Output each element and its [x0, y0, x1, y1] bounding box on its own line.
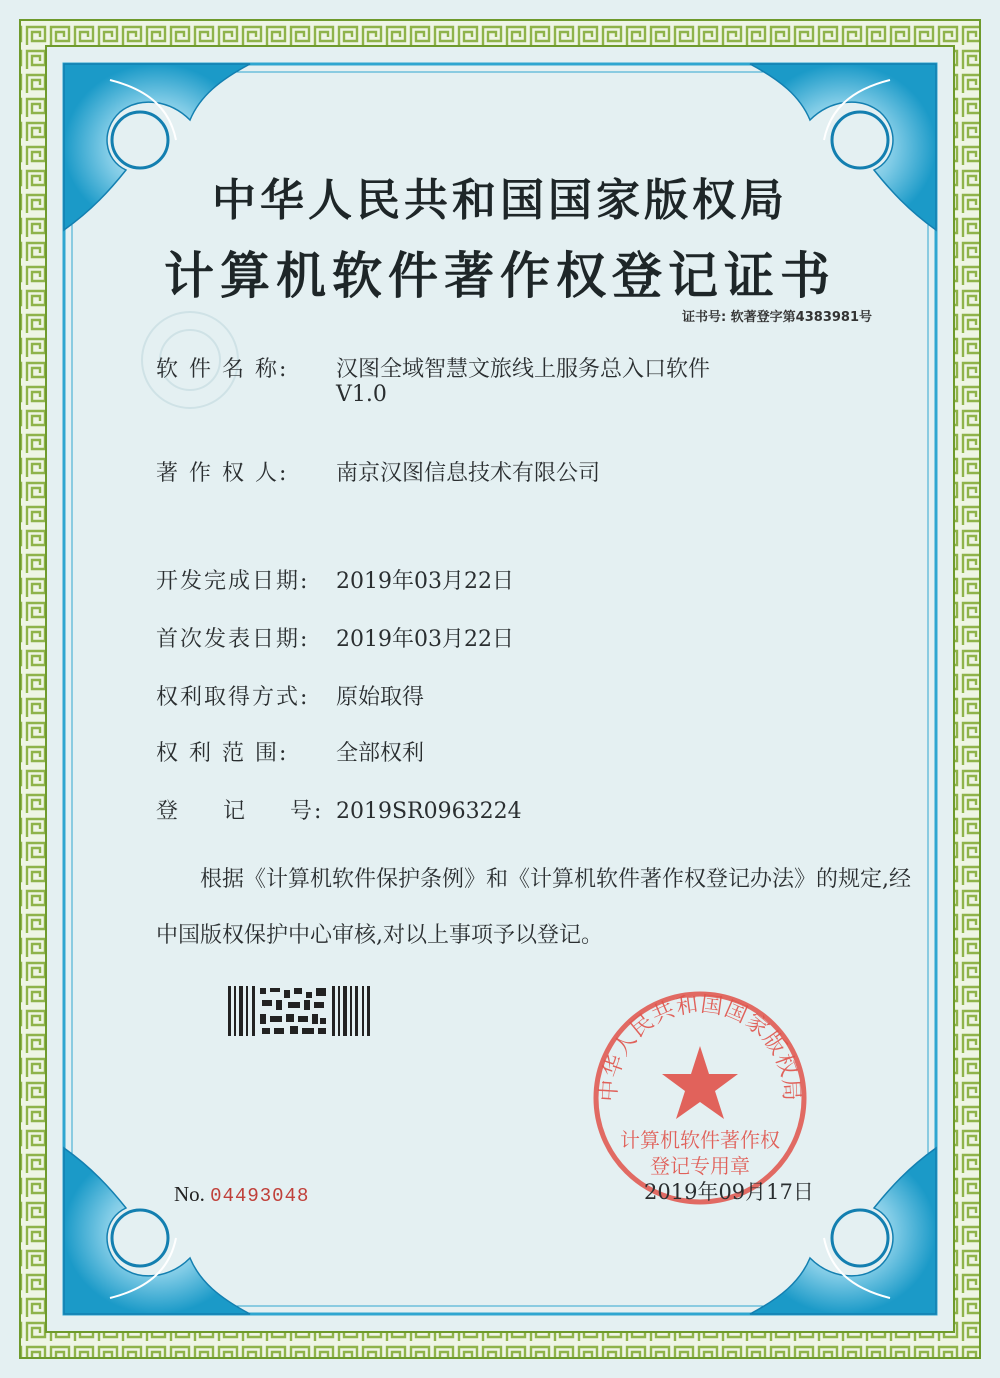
publish-date-label: 首次发表日期: [156, 627, 310, 652]
completion-date-value: 2019年03月22日 [336, 569, 514, 594]
software-name-row [156, 352, 710, 383]
registration-number-label: 登 记 号: [156, 799, 324, 824]
corner-ornament-bottom-left [64, 1148, 250, 1314]
owner-value: 南京汉图信息技术有限公司 [336, 461, 601, 486]
certificate-title: 计算机软件著作权登记证书 [164, 246, 836, 305]
barcode [228, 986, 370, 1036]
seal-center-line2: 登记专用章 [650, 1154, 750, 1178]
acquire-method-value: 原始取得 [336, 685, 425, 710]
acquire-method-label: 权利取得方式: [156, 685, 310, 710]
completion-date-label: 开发完成日期: [156, 569, 310, 594]
serial-number-value: 04493048 [210, 1185, 310, 1207]
serial-number [174, 1182, 309, 1207]
seal-center-line1: 计算机软件著作权 [620, 1128, 780, 1152]
software-name-label: 软 件 名 称: [156, 357, 289, 382]
scope-label: 权 利 范 围: [156, 741, 289, 766]
issue-date: 2019年09月17日 [644, 1180, 814, 1204]
software-version: V1.0 [336, 382, 387, 407]
completion-date-row [156, 564, 514, 595]
owner-label: 著 作 权 人: [156, 461, 289, 486]
registration-number-row [156, 794, 522, 825]
certificate-number: 证书号: 软著登字第4383981号 [681, 310, 872, 325]
publish-date-value: 2019年03月22日 [336, 627, 514, 652]
issuing-authority: 中华人民共和国国家版权局 [212, 175, 788, 226]
publish-date-row [156, 622, 514, 653]
scope-row [156, 736, 424, 767]
serial-prefix: No. [174, 1182, 205, 1206]
svg-text:中华人民共和国国家版权局: 中华人民共和国国家版权局 [596, 992, 804, 1103]
owner-row [156, 456, 600, 487]
software-name-value: 汉图全域智慧文旅线上服务总入口软件 [336, 357, 711, 382]
statement-paragraph: 根据《计算机软件保护条例》和《计算机软件著作权登记办法》的规定,经中国版权保护中心审核,对以上事项予以登记。 [156, 867, 911, 948]
registration-number-value: 2019SR0963224 [336, 799, 522, 824]
acquire-method-row [156, 680, 424, 711]
scope-value: 全部权利 [336, 741, 425, 766]
